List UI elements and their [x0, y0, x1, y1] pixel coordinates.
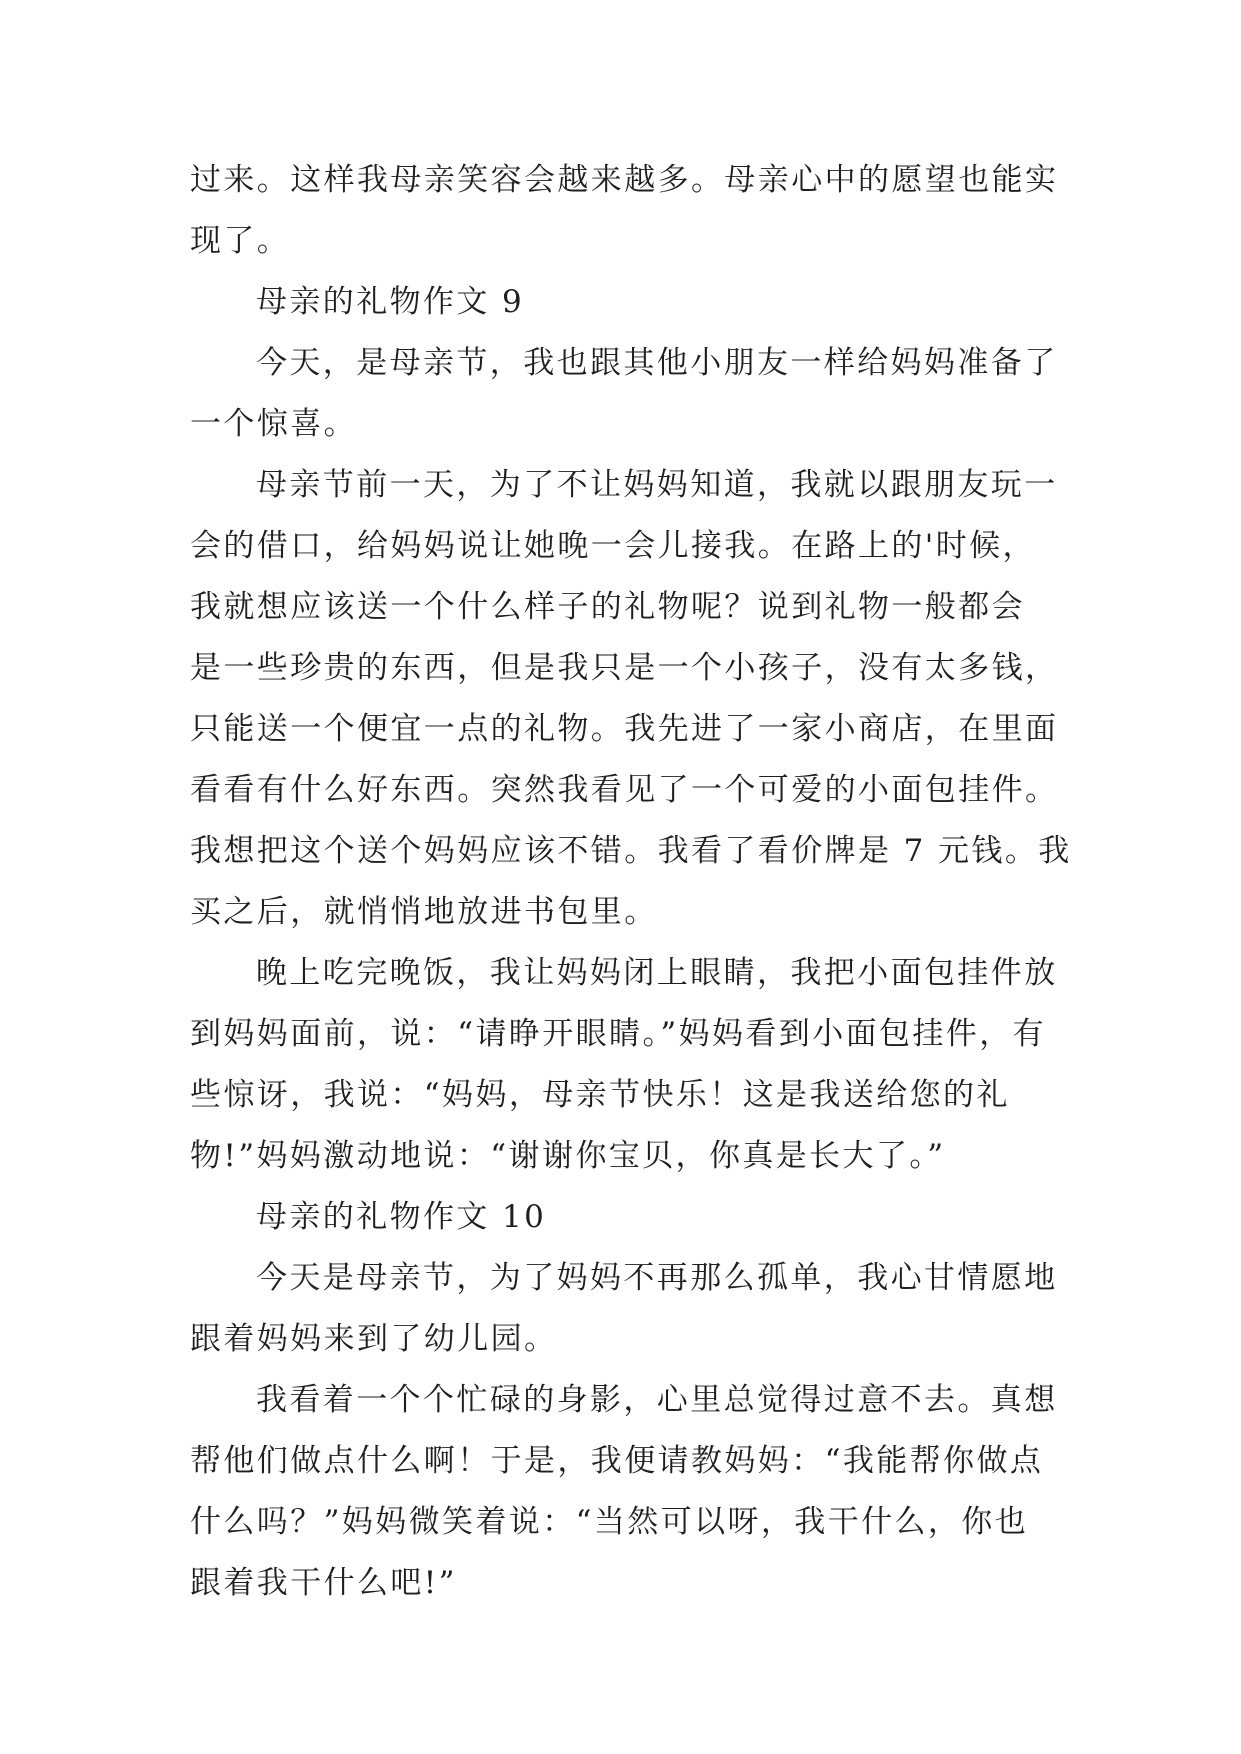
text-line: 我就想应该送一个什么样子的礼物呢？说到礼物一般都会 — [190, 589, 1025, 625]
section-heading: 母亲的礼物作文 9 — [256, 284, 525, 320]
text-line: 买之后，就悄悄地放进书包里。 — [190, 894, 658, 930]
text-line: 跟着我干什么吧!” — [190, 1565, 457, 1601]
text-line: 帮他们做点什么啊！于是，我便请教妈妈：“我能帮你做点 — [190, 1443, 1044, 1479]
paragraph-start: 今天是母亲节，为了妈妈不再那么孤单，我心甘情愿地 — [256, 1260, 1058, 1296]
text-line: 到妈妈面前，说：“请睁开眼睛。”妈妈看到小面包挂件，有 — [190, 1016, 1046, 1052]
text-line: 我想把这个送个妈妈应该不错。我看了看价牌是 7 元钱。我 — [190, 833, 1072, 869]
text-line: 现了。 — [190, 223, 291, 259]
text-line: 一个惊喜。 — [190, 406, 357, 442]
paragraph-start: 晚上吃完晚饭，我让妈妈闭上眼睛，我把小面包挂件放 — [256, 955, 1058, 991]
document-body — [190, 150, 1072, 1614]
section-heading: 母亲的礼物作文 10 — [256, 1199, 547, 1235]
text-line: 跟着妈妈来到了幼儿园。 — [190, 1321, 558, 1357]
text-line: 什么吗？”妈妈微笑着说：“当然可以呀，我干什么，你也 — [190, 1504, 1029, 1540]
paragraph-start: 今天，是母亲节，我也跟其他小朋友一样给妈妈准备了 — [256, 345, 1058, 381]
text-line: 看看有什么好东西。突然我看见了一个可爱的小面包挂件。 — [190, 772, 1059, 808]
text-line: 过来。这样我母亲笑容会越来越多。母亲心中的愿望也能实 — [190, 162, 1059, 198]
text-line: 是一些珍贵的东西，但是我只是一个小孩子，没有太多钱， — [190, 650, 1059, 686]
text-line: 物!”妈妈激动地说：“谢谢你宝贝，你真是长大了。” — [190, 1138, 946, 1174]
text-line: 会的借口，给妈妈说让她晚一会儿接我。在路上的'时候， — [190, 528, 1036, 564]
paragraph-start: 我看着一个个忙碌的身影，心里总觉得过意不去。真想 — [256, 1382, 1058, 1418]
text-line: 些惊讶，我说：“妈妈，母亲节快乐！这是我送给您的礼 — [190, 1077, 1010, 1113]
paragraph-start: 母亲节前一天，为了不让妈妈知道，我就以跟朋友玩一 — [256, 467, 1058, 503]
text-line: 只能送一个便宜一点的礼物。我先进了一家小商店，在里面 — [190, 711, 1059, 747]
